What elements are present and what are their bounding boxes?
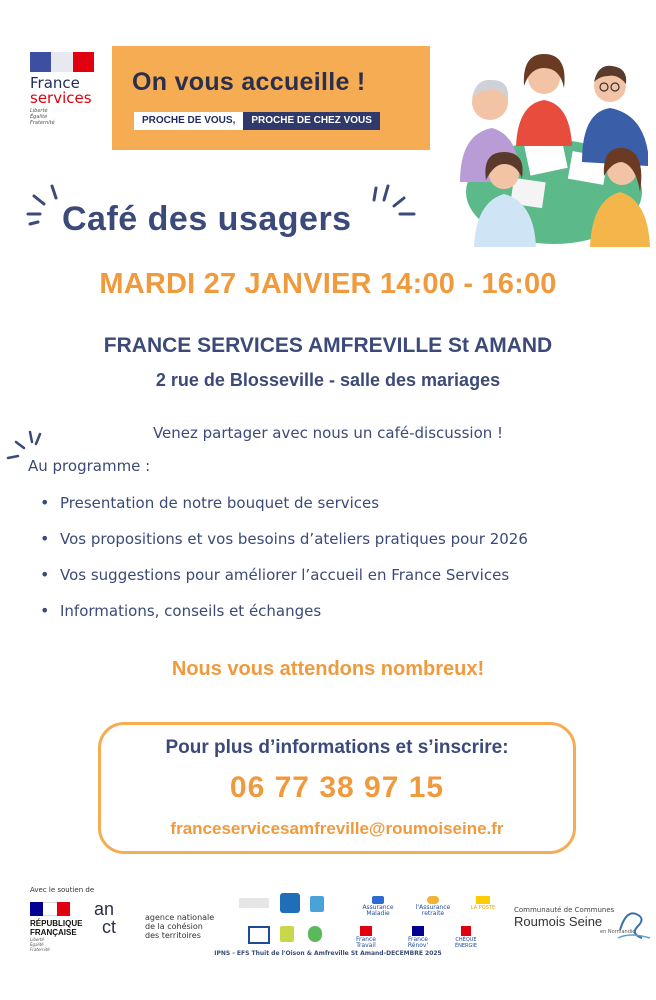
flag-icon <box>30 902 70 916</box>
program-label: Au programme : <box>28 457 151 475</box>
list-item: • Informations, conseils et échanges <box>40 598 640 634</box>
rs-top: Communauté de Communes <box>514 906 615 914</box>
flag-icon <box>30 52 94 72</box>
event-venue: FRANCE SERVICES AMFREVILLE St AMAND <box>103 334 553 357</box>
partner-logo-3 <box>310 896 324 913</box>
partner-logo-6 <box>308 926 322 943</box>
list-item: • Presentation de notre bouquet de services <box>40 490 640 526</box>
republique-francaise-logo <box>30 902 90 952</box>
logo-line1: France <box>30 74 80 92</box>
program-list <box>40 490 640 634</box>
contact-email[interactable]: franceservicesamfreville@roumoiseine.fr <box>170 819 504 838</box>
event-title: Café des usagers <box>62 200 352 238</box>
partner-assurance-maladie: Assurance Maladie <box>355 896 401 917</box>
rf-line1: RÉPUBLIQUE <box>30 919 83 928</box>
banner-subtitle <box>134 112 380 130</box>
contact-phone[interactable]: 06 77 38 97 15 <box>229 771 445 804</box>
rs-bottom: en Normandie <box>600 929 636 935</box>
contact-box <box>98 722 576 854</box>
rs-wave-icon <box>616 904 652 944</box>
event-address: 2 rue de Blosseville - salle des mariages <box>155 370 501 390</box>
rs-name: Roumois Seine <box>514 914 603 929</box>
event-datetime: MARDI 27 JANVIER 14:00 - 16:00 <box>99 268 557 300</box>
partner-logo-2 <box>280 893 300 914</box>
banner-sub-a: PROCHE DE VOUS, <box>134 112 243 130</box>
contact-heading: Pour plus d’informations et s’inscrire: <box>165 737 509 758</box>
welcome-banner <box>112 46 430 150</box>
rf-motto: Liberté Égalité Fraternité <box>30 937 50 952</box>
partner-france-renov: France Rénov' <box>398 926 438 949</box>
people-around-table-illustration <box>452 42 652 247</box>
anct-mark-b: ct <box>102 917 117 937</box>
partner-la-poste: LA POSTE <box>468 896 498 911</box>
sparkle-rays-icon <box>366 182 416 232</box>
credits-line: IPNS - EFS Thuit de l'Oison & Amfreville St Amand-DECEMBRE 2025 <box>214 950 442 957</box>
sparkle-rays-icon <box>26 180 66 228</box>
anct-logo <box>94 900 116 936</box>
anct-text: agence nationale de la cohésion des territoires <box>145 913 215 940</box>
partner-cheque-energie: CHÈQUE ÉNERGIE <box>446 926 486 949</box>
roumois-seine-logo <box>514 906 654 935</box>
closing-message: Nous vous attendons nombreux! <box>171 658 485 680</box>
partner-logo-4 <box>248 926 270 945</box>
partner-france-travail: France Travail <box>346 926 386 949</box>
invite-text: Venez partager avec nous un café-discussion ! <box>152 424 504 442</box>
partner-logo-1 <box>236 898 272 909</box>
rf-line2: FRANÇAISE <box>30 928 77 937</box>
partner-assurance-retraite: l'Assurance retraite <box>408 896 458 917</box>
banner-title: On vous accueille ! <box>132 68 366 96</box>
list-item: • Vos propositions et vos besoins d’ateliers pratiques pour 2026 <box>40 526 640 562</box>
france-services-logo <box>30 52 110 126</box>
list-item: • Vos suggestions pour améliorer l’accueil en France Services <box>40 562 640 598</box>
logo-line2: services <box>30 89 92 107</box>
logo-motto: Liberté Égalité Fraternité <box>30 108 55 126</box>
partner-logo-5 <box>280 926 294 943</box>
banner-sub-b: PROCHE DE CHEZ VOUS <box>243 112 380 130</box>
anct-mark-a: an <box>94 899 115 919</box>
support-label: Avec le soutien de <box>30 886 95 894</box>
